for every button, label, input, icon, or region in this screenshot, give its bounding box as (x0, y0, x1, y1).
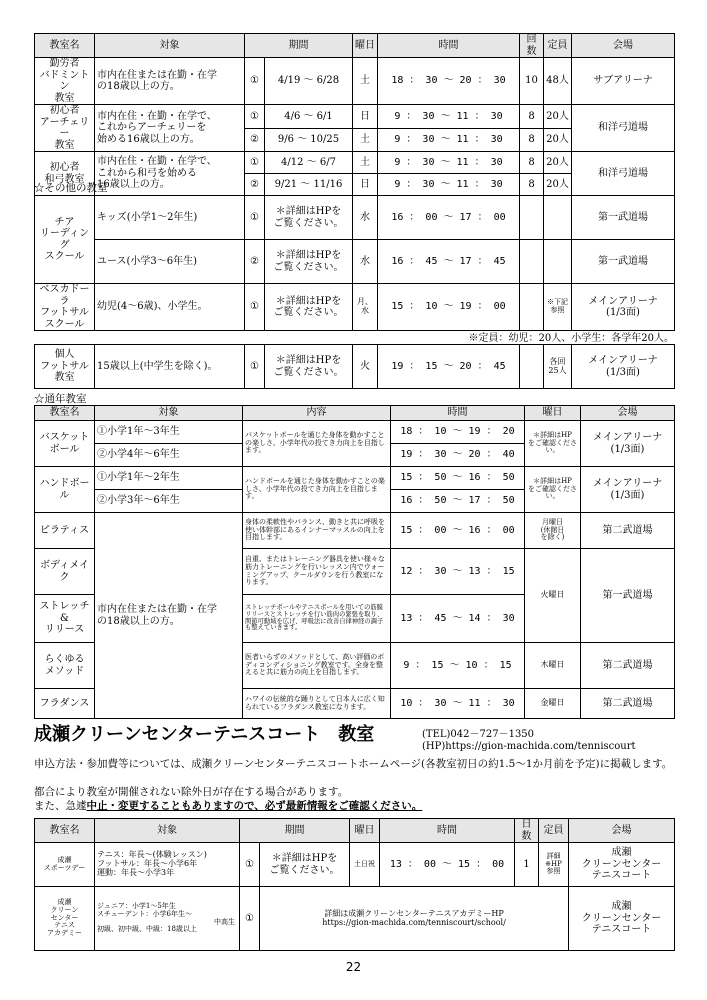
class-time: 16 ： 00 〜 17 ： 00 (378, 196, 520, 240)
class-time: 9 ： 15 〜 10 ： 15 (391, 643, 525, 689)
class-count: 8 (520, 174, 544, 196)
header-target: 対象 (95, 819, 240, 843)
class-time: 18 ： 30 〜 20 ： 30 (378, 58, 520, 105)
class-target: 市内在住または在勤・在学 の18歳以上の方。 (95, 513, 243, 719)
table-header-row (35, 406, 675, 421)
class-venue: 第一武道場 (572, 240, 675, 284)
class-time: 9 ： 30 〜 11 ： 30 (378, 128, 520, 152)
header-target: 対象 (95, 406, 243, 421)
class-day: 月、水 (353, 284, 378, 331)
class-capacity: 各回 25人 (544, 345, 572, 389)
class-period: 9/21 〜 11/16 (265, 174, 353, 196)
class-name: ボディメイク (35, 549, 95, 595)
class-venue: 第二武道場 (581, 513, 675, 549)
tennis-section-title: 成瀬クリーンセンターテニスコート 教室 (34, 724, 375, 745)
header-venue: 会場 (572, 34, 675, 58)
class-count: 8 (520, 152, 544, 174)
class-period: ＊詳細はHPを ご覧ください。 (265, 240, 353, 284)
class-time: 19 ： 30 〜 20 ： 40 (391, 444, 525, 467)
class-day: 月曜日 (休館日 を除く) (525, 513, 581, 549)
header-venue: 会場 (581, 406, 675, 421)
class-name: 成瀬 スポーツデー (35, 843, 95, 887)
class-period: ＊詳細はHPを ご覧ください。 (265, 284, 353, 331)
class-day: 土 (353, 152, 378, 174)
table-row (35, 105, 675, 129)
header-count: 回数 (520, 34, 544, 58)
class-name: ピラティス (35, 513, 95, 549)
class-name: 個人 フットサル 教室 (35, 345, 95, 389)
class-count (520, 196, 544, 240)
class-time: 13 ： 45 〜 14 ： 30 (391, 595, 525, 643)
class-day: ＊詳細はHP をご確認ください。 (525, 467, 581, 513)
class-target: テニス：年長〜(体験レッスン) フットサル：年長〜小学6年 運動：年長〜小学3年 (95, 843, 240, 887)
table-row (35, 345, 675, 389)
class-time: 13 ： 00 〜 15 ： 00 (380, 843, 515, 887)
class-content: 身体の柔軟性やバランス、動きと共に呼吸を使い体幹部にあるインナーマッスルの向上を目指します。 (243, 513, 391, 549)
class-venue: 第二武道場 (581, 643, 675, 689)
session-number: ② (245, 128, 265, 152)
class-name: バスケット ボール (35, 421, 95, 467)
class-period: 4/12 〜 6/7 (265, 152, 353, 174)
class-venue: 第一武道場 (572, 196, 675, 240)
class-time: 15 ： 00 〜 16 ： 00 (391, 513, 525, 549)
class-venue: 第一武道場 (581, 549, 675, 643)
class-target: ユース(小学3〜6年生) (95, 240, 245, 284)
class-time: 9 ： 30 〜 11 ： 30 (378, 174, 520, 196)
table-row (35, 887, 675, 951)
class-name: らくゆる メソッド (35, 643, 95, 689)
year-round-table (34, 405, 675, 719)
header-class-name: 教室名 (35, 34, 95, 58)
class-target: 市内在住・在勤・在学で、 これからアーチェリーを 始める16歳以上の方。 (95, 105, 245, 152)
class-venue: メインアリーナ (1/3面) (581, 467, 675, 513)
table-row (35, 843, 675, 887)
table-row (35, 240, 675, 284)
class-time: 9 ： 30 〜 11 ： 30 (378, 152, 520, 174)
class-name: フラダンス (35, 689, 95, 719)
class-day: 火曜日 (525, 549, 581, 643)
class-day: 土 (353, 128, 378, 152)
class-time: 18 ： 10 〜 19 ： 20 (391, 421, 525, 444)
session-number: ① (240, 887, 260, 951)
class-day: 日 (353, 174, 378, 196)
header-time: 時間 (378, 34, 520, 58)
class-capacity: ※下記 参照 (544, 284, 572, 331)
table-row (35, 467, 675, 490)
class-name: 初心者 アーチェリー 教室 (35, 105, 95, 152)
academy-detail-link[interactable]: 詳細は成瀬クリーンセンターテニスアカデミーHP https://gion-machida.com/tenniscourt/school/ (260, 887, 569, 951)
session-number: ① (245, 58, 265, 105)
header-time: 時間 (380, 819, 515, 843)
table-row (35, 152, 675, 174)
class-target: 市内在住・在勤・在学で、 これから和弓を始める 16歳以上の方。 (95, 152, 245, 196)
class-venue: 成瀬 クリーンセンター テニスコート (569, 887, 675, 951)
class-target: ②小学4年〜6年生 (95, 444, 243, 467)
class-count: 1 (515, 843, 539, 887)
class-day: 土 (353, 58, 378, 105)
class-count: 8 (520, 105, 544, 129)
class-target: 幼児(4〜6歳)、小学生。 (95, 284, 245, 331)
table-header-row (35, 34, 675, 58)
exclusion-note: 都合により教室が開催されない除外日が存在する場合があります。 (34, 786, 349, 798)
session-number: ② (245, 174, 265, 196)
futsal-table (34, 344, 675, 389)
table-row (35, 58, 675, 105)
header-capacity: 定員 (539, 819, 569, 843)
class-target: ①小学1年〜2年生 (95, 467, 243, 490)
target-student: スチューデント：小学6年生〜 (97, 909, 192, 918)
class-venue: メインアリーナ (1/3面) (572, 284, 675, 331)
class-content: 医者いらずのメソッドとして、高い評価のボディコンディショニング教室です。全身を整えると共に筋力の向上を目指します。 (243, 643, 391, 689)
class-period: 4/19 〜 6/28 (265, 58, 353, 105)
class-venue: メインアリーナ (1/3面) (581, 421, 675, 467)
class-count (520, 345, 544, 389)
header-days-count: 日数 (515, 819, 539, 843)
header-time: 時間 (391, 406, 525, 421)
class-target: 15歳以上(中学生を除く)。 (95, 345, 245, 389)
class-day: 火 (353, 345, 378, 389)
class-target: ①小学1年〜3年生 (95, 421, 243, 444)
table-row (35, 513, 675, 549)
target-highschool: 中高生 (214, 917, 235, 926)
table-row (35, 284, 675, 331)
header-content: 内容 (243, 406, 391, 421)
class-venue: 第二武道場 (581, 689, 675, 719)
classes-table-main (34, 33, 675, 196)
session-number: ① (245, 284, 265, 331)
class-content: 自重、またはトレーニング器具を使い様々な筋力トレーニングを行いレッスン内でウォーミングアップ、クールダウンを行う教室になります。 (243, 549, 391, 595)
application-info: 申込方法・参加費等については、成瀬クリーンセンターテニスコートホームページ(各教室初日の約1.5〜1か月前を予定)に掲載します。 (34, 758, 673, 770)
tennis-classes-table (34, 818, 675, 951)
class-content: バスケットボールを通じた身体を動かすことの楽しさ、小学年代の投てき力向上を目指します。 (243, 421, 391, 467)
session-number: ② (245, 240, 265, 284)
class-venue: サブアリーナ (572, 58, 675, 105)
class-period: 9/6 〜 10/25 (265, 128, 353, 152)
class-count: 8 (520, 128, 544, 152)
page-number: 22 (345, 960, 362, 974)
table-header-row (35, 819, 675, 843)
class-target: キッズ(小学1〜2年生) (95, 196, 245, 240)
class-name: 初心者 和弓教室 (35, 152, 95, 196)
class-capacity: 詳細 ※HP 参照 (539, 843, 569, 887)
class-count (520, 240, 544, 284)
class-time: 16 ： 50 〜 17 ： 50 (391, 490, 525, 513)
header-venue: 会場 (569, 819, 675, 843)
table-row (35, 421, 675, 444)
class-venue: 和洋弓道場 (572, 152, 675, 196)
class-day: 木曜日 (525, 643, 581, 689)
header-capacity: 定員 (544, 34, 572, 58)
cancellation-note (34, 800, 684, 813)
section-heading-other: ☆その他の教室 (34, 182, 108, 194)
header-target: 対象 (95, 34, 245, 58)
class-content: ストレッチポールやテニスボールを用いての筋膜リリースとストレッチを行い筋肉の緊張を取り、関節可動域を広げ、呼吸法に改善自律神経の調子も整えていきます。 (243, 595, 391, 643)
class-time: 10 ： 30 〜 11 ： 30 (391, 689, 525, 719)
header-day: 曜日 (525, 406, 581, 421)
other-classes-table (34, 195, 675, 331)
header-period: 期間 (245, 34, 353, 58)
class-capacity: 20人 (544, 152, 572, 174)
class-capacity: 20人 (544, 174, 572, 196)
session-number: ① (245, 345, 265, 389)
header-class-name: 教室名 (35, 819, 95, 843)
class-target (95, 887, 240, 951)
class-name: ストレッチ & リリース (35, 595, 95, 643)
header-day: 曜日 (353, 34, 378, 58)
class-period: ＊詳細はHPを ご覧ください。 (260, 843, 350, 887)
cancellation-note-emphasis: 中止・変更することもありますので、必ず最新情報をご確認ください。 (86, 800, 423, 812)
session-number: ① (245, 105, 265, 129)
table-row (35, 196, 675, 240)
tennis-hp-link[interactable]: (HP)https://gion-machida.com/tenniscourt (422, 741, 636, 752)
class-name: 勤労者 バドミントン 教室 (35, 58, 95, 105)
class-target: ②小学3年〜6年生 (95, 490, 243, 513)
class-time: 15 ： 50 〜 16 ： 50 (391, 467, 525, 490)
tennis-tel: (TEL)042－727－1350 (422, 729, 535, 740)
class-period: 4/6 〜 6/1 (265, 105, 353, 129)
class-day: 日 (353, 105, 378, 129)
class-day: ＊詳細はHP をご確認ください。 (525, 421, 581, 467)
target-adult: 初級、初中級、中級：18歳以上 (97, 925, 197, 934)
header-period: 期間 (240, 819, 350, 843)
section-heading-year: ☆通年教室 (34, 393, 87, 405)
class-name: チア リーディング スクール (35, 196, 95, 284)
capacity-note: ※定員：幼児：20人、小学生：各学年20人。 (468, 333, 674, 344)
target-junior: ジュニア：小学1〜5年生 (97, 902, 176, 911)
class-day: 土日祝 (350, 843, 380, 887)
class-count (520, 284, 544, 331)
session-number: ① (240, 843, 260, 887)
class-capacity: 48人 (544, 58, 572, 105)
class-day: 金曜日 (525, 689, 581, 719)
header-day: 曜日 (350, 819, 380, 843)
class-day: 水 (353, 240, 378, 284)
session-number: ① (245, 196, 265, 240)
class-time: 12 ： 30 〜 13 ： 15 (391, 549, 525, 595)
class-capacity: 20人 (544, 128, 572, 152)
class-venue: 和洋弓道場 (572, 105, 675, 152)
class-period: ＊詳細はHPを ご覧ください。 (265, 196, 353, 240)
session-number: ① (245, 152, 265, 174)
class-time: 19 ： 15 〜 20 ： 45 (378, 345, 520, 389)
class-count: 10 (520, 58, 544, 105)
class-time: 15 ： 10 〜 19 ： 00 (378, 284, 520, 331)
class-period: ＊詳細はHPを ご覧ください。 (265, 345, 353, 389)
class-content: ハワイの伝統的な踊りとして日本人に広く知られているフラダンス教室になります。 (243, 689, 391, 719)
class-name: 成瀬 クリーン センター テニス アカデミー (35, 887, 95, 951)
class-time: 16 ： 45 〜 17 ： 45 (378, 240, 520, 284)
class-day: 水 (353, 196, 378, 240)
class-venue: メインアリーナ (1/3面) (572, 345, 675, 389)
class-content: ハンドボールを通じた身体を動かすことの楽しさ、小学年代の投てき力向上を目指します。 (243, 467, 391, 513)
class-name: ベスカドーラ フットサル スクール (35, 284, 95, 331)
class-capacity (544, 240, 572, 284)
class-capacity (544, 196, 572, 240)
class-target: 市内在住または在勤・在学 の18歳以上の方。 (95, 58, 245, 105)
class-venue: 成瀬 クリーンセンター テニスコート (569, 843, 675, 887)
class-capacity: 20人 (544, 105, 572, 129)
class-time: 9 ： 30 〜 11 ： 30 (378, 105, 520, 129)
header-class-name: 教室名 (35, 406, 95, 421)
cancellation-note-prefix: また、急遽 (34, 800, 87, 812)
class-name: ハンドボール (35, 467, 95, 513)
